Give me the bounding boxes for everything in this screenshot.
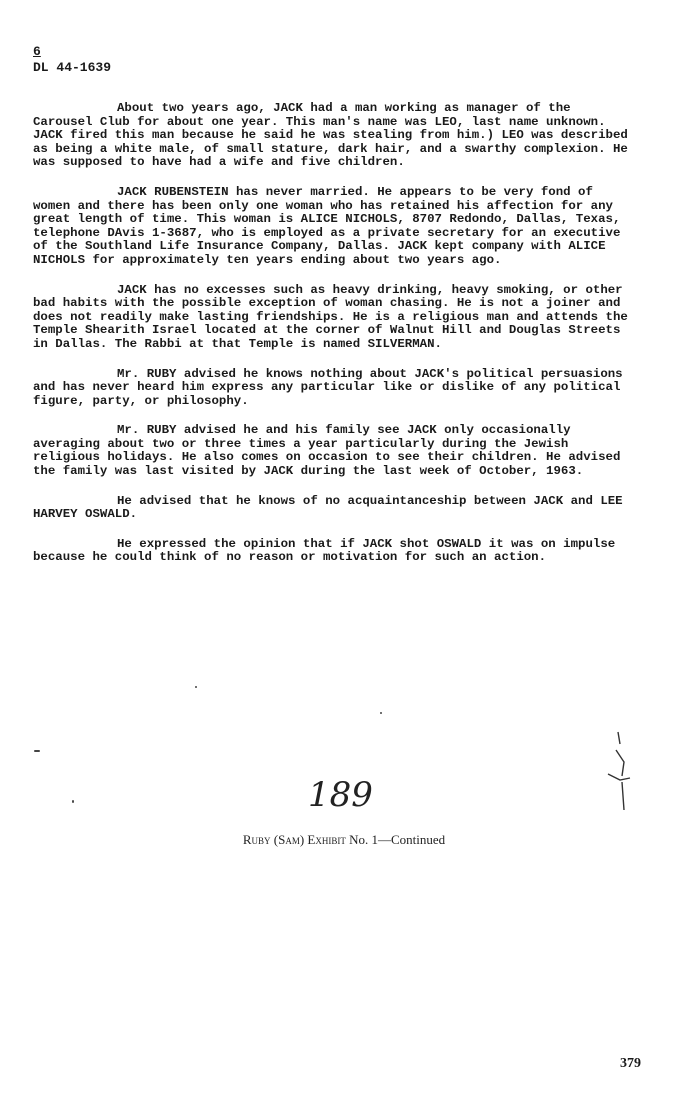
handwritten-number: 189 [308, 775, 373, 815]
paragraph-habits: JACK has no excesses such as heavy drinking, heavy smoking, or other bad habits with the possible exception of woman chasing. He is not a joiner and does not readily make lasting friendships. He is a religious man and attends the Temple Shearith Israel located at the corner of Walnut Hill and Douglas Streets in Dallas. The Rabbi at that Temple is named SILVERMAN. [33, 282, 628, 351]
caption-exhibit: Exhibit [307, 832, 346, 847]
paragraph-family-visits: Mr. RUBY advised he and his family see JACK only occasionally averaging about two or three times a year particularly during the Jewish religious holidays. He also comes on occasion to see their children. He advised the family was last visited by JACK during the last week of October, 1963. [33, 423, 621, 479]
exhibit-caption [0, 832, 688, 848]
speck [380, 712, 382, 714]
paragraph-oswald-acquaintance: He advised that he knows of no acquaintanceship between JACK and LEE HARVEY OSWALD. [33, 493, 623, 522]
paragraph-marriage: JACK RUBENSTEIN has never married. He appears to be very fond of women and there has been only one woman who has retained his affection for any great length of time. This woman is ALICE NICHOLS, 8707 Redondo, Dallas, Texas, telephone DAvis 1-3687, who is employed as a private secretary for an executive of the Southland Life Insurance Company, Dallas. JACK kept company with ALICE NICHOLS for approximately ten years ending about two years ago. [33, 184, 621, 267]
document-body [33, 102, 633, 581]
caption-rest: No. 1—Continued [349, 832, 446, 847]
caption-sam: (Sam) [273, 832, 305, 847]
caption-ruby: Ruby [242, 832, 271, 847]
page-mark: 6 [33, 44, 41, 59]
handwritten-mark [600, 730, 640, 820]
speck [195, 686, 197, 688]
paragraph-opinion: He expressed the opinion that if JACK shot OSWALD it was on impulse because he could think of no reason or motivation for such an action. [33, 536, 616, 565]
paragraph-politics: Mr. RUBY advised he knows nothing about JACK's political persuasions and has never heard him express any particular like or dislike of any political figure, party, or philosophy. [33, 366, 623, 408]
paragraph-leo: About two years ago, JACK had a man working as manager of the Carousel Club for about one year. This man's name was LEO, last name unknown. JACK fired this man because he said he was stealing from him.) LEO was described as being a white male, of small stature, dark hair, and a swarthy complexion. He was supposed to have had a wife and five children. [33, 101, 628, 170]
speck [34, 750, 40, 752]
file-number: DL 44-1639 [33, 60, 112, 75]
page-number: 379 [620, 1056, 641, 1071]
speck [72, 800, 74, 803]
